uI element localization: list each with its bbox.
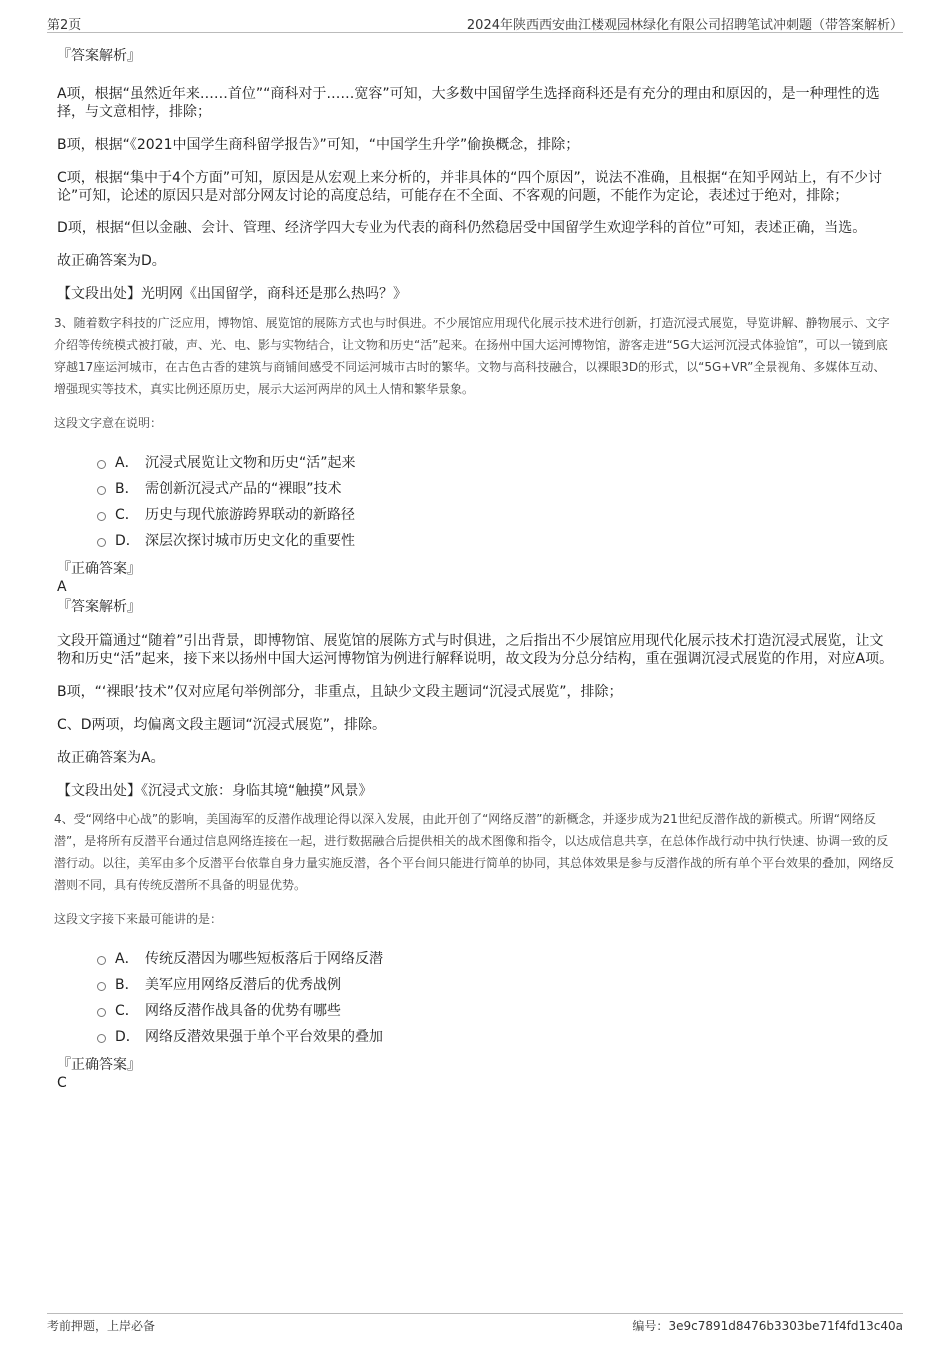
page-footer: [47, 1313, 903, 1336]
q3-options: [57, 450, 897, 554]
q4-question: 这段文字接下来最可能讲的是：: [54, 912, 223, 926]
q2-source: 【文段出处】光明网《出国留学，商科还是那么热吗？》: [57, 286, 407, 302]
radio-icon[interactable]: [97, 460, 106, 469]
q3-source: 【文段出处】《沉浸式文旅：身临其境“触摸”风景》: [57, 783, 373, 799]
q3-analysis-2: B项，“‘裸眼’技术”仅对应尾句举例部分，非重点，且缺少文段主题词“沉浸式展览”，排除；: [57, 684, 623, 700]
page-header: [47, 14, 903, 33]
document-title: 2024年陕西西安曲江楼观园林绿化有限公司招聘笔试冲刺题（带答案解析）: [466, 18, 903, 33]
document-code: [632, 1317, 903, 1334]
q3-analysis-1: 文段开篇通过“随着”引出背景，即博物馆、展览馆的展陈方式与时俱进，之后指出不少展馆应用现代化展示技术打造沉浸式展览，让文物和历史“活”起来，接下来以扬州中国大运河博物馆为例进行解释说明，故文段为分总分结构，重在强调沉浸式展览的作用，对应A项。: [57, 633, 894, 667]
q3-answer: A: [57, 579, 67, 595]
q4-stem: 4、受“网络中心战”的影响，美国海军的反潜作战理论得以深入发展，由此开创了“网络反潜”的新概念，并逐步成为21世纪反潜作战的新模式。所谓“网络反潜”，是将所有反潜平台通过信息网络连接在一起，进行数据融合后提供相关的战术图像和指令，以达成信息共享，在总体作战行动中执行快速、协调一致的反潜行动。以往，美军由多个反潜平台依靠自身力量实施反潜，各个平台间只能进行简单的协同，其总体效果是参与反潜作战的所有单个平台效果的叠加，网络反潜则不同，具有传统反潜所不具备的明显优势。: [54, 812, 895, 892]
q3-analysis-3: C、D两项，均偏离文段主题词“沉浸式展览”，排除。: [57, 717, 387, 733]
code-label: 编号：: [632, 1319, 669, 1333]
q3-conclusion: 故正确答案为A。: [57, 750, 165, 766]
q4-answer: C: [57, 1075, 67, 1091]
q4-option-d[interactable]: D． 网络反潜效果强于单个平台效果的叠加: [57, 1024, 897, 1050]
page-number: 第2页: [47, 18, 82, 33]
radio-icon[interactable]: [97, 486, 106, 495]
q3-option-a[interactable]: A． 沉浸式展览让文物和历史“活”起来: [57, 450, 897, 476]
q2-analysis-a: A项，根据“虽然近年来……首位”“商科对于……宽容”可知，大多数中国留学生选择商科还是有充分的理由和原因的，是一种理性的选择，与文意相悖，排除；: [57, 86, 880, 120]
q3-option-b[interactable]: B． 需创新沉浸式产品的“裸眼”技术: [57, 476, 897, 502]
radio-icon[interactable]: [97, 512, 106, 521]
radio-icon[interactable]: [97, 538, 106, 547]
q3-option-c[interactable]: C． 历史与现代旅游跨界联动的新路径: [57, 502, 897, 528]
q4-option-c[interactable]: C． 网络反潜作战具备的优势有哪些: [57, 998, 897, 1024]
q2-analysis-c: C项，根据“集中于4个方面”可知，原因是从宏观上来分析的，并非具体的“四个原因”，说法不准确，且根据“在知乎网站上，有不少讨论”可知，论述的原因只是对部分网友讨论的高度总结，可能存在不全面、不客观的问题，不能作为定论，表述过于绝对，排除；: [57, 170, 882, 204]
q4-option-b[interactable]: B． 美军应用网络反潜后的优秀战例: [57, 972, 897, 998]
q3-answer-label: 『正确答案』: [57, 561, 141, 577]
code-value: 3e9c7891d8476b3303be71f4fd13c40a: [668, 1319, 903, 1333]
q3-analysis-label: 『答案解析』: [57, 599, 141, 615]
document-body: [54, 44, 897, 1092]
q2-analysis-b: B项，根据“《2021中国学生商科留学报告》”可知，“中国学生升学”偷换概念，排除；: [57, 137, 580, 153]
q4-option-a[interactable]: A． 传统反潜因为哪些短板落后于网络反潜: [57, 946, 897, 972]
radio-icon[interactable]: [97, 956, 106, 965]
footer-slogan: 考前押题，上岸必备: [47, 1319, 156, 1333]
q2-analysis-d: D项，根据“但以金融、会计、管理、经济学四大专业为代表的商科仍然稳居受中国留学生欢迎学科的首位”可知，表述正确，当选。: [57, 220, 867, 236]
radio-icon[interactable]: [97, 982, 106, 991]
q3-question: 这段文字意在说明：: [54, 416, 163, 430]
q2-conclusion: 故正确答案为D。: [57, 253, 166, 269]
q4-answer-label: 『正确答案』: [57, 1057, 141, 1073]
q4-options: [57, 946, 897, 1050]
radio-icon[interactable]: [97, 1034, 106, 1043]
q2-analysis-label: 『答案解析』: [57, 48, 141, 64]
q3-stem: 3、随着数字科技的广泛应用，博物馆、展览馆的展陈方式也与时俱进。不少展馆应用现代化展示技术进行创新，打造沉浸式展览，导览讲解、静物展示、文字介绍等传统模式被打破，声、光、电、影与实物结合，让文物和历史“活”起来。在扬州中国大运河博物馆，游客走进“5G大运河沉浸式体验馆”，可以一镜到底穿越17座运河城市，在古色古香的建筑与商铺间感受不同运河城市古时的繁华。文物与高科技融合，以裸眼3D的形式，以“5G+VR”全景视角、多媒体互动、增强现实等技术，真实比例还原历史，展示大运河两岸的风土人情和繁华景象。: [54, 316, 890, 396]
q3-option-d[interactable]: D． 深层次探讨城市历史文化的重要性: [57, 528, 897, 554]
radio-icon[interactable]: [97, 1008, 106, 1017]
